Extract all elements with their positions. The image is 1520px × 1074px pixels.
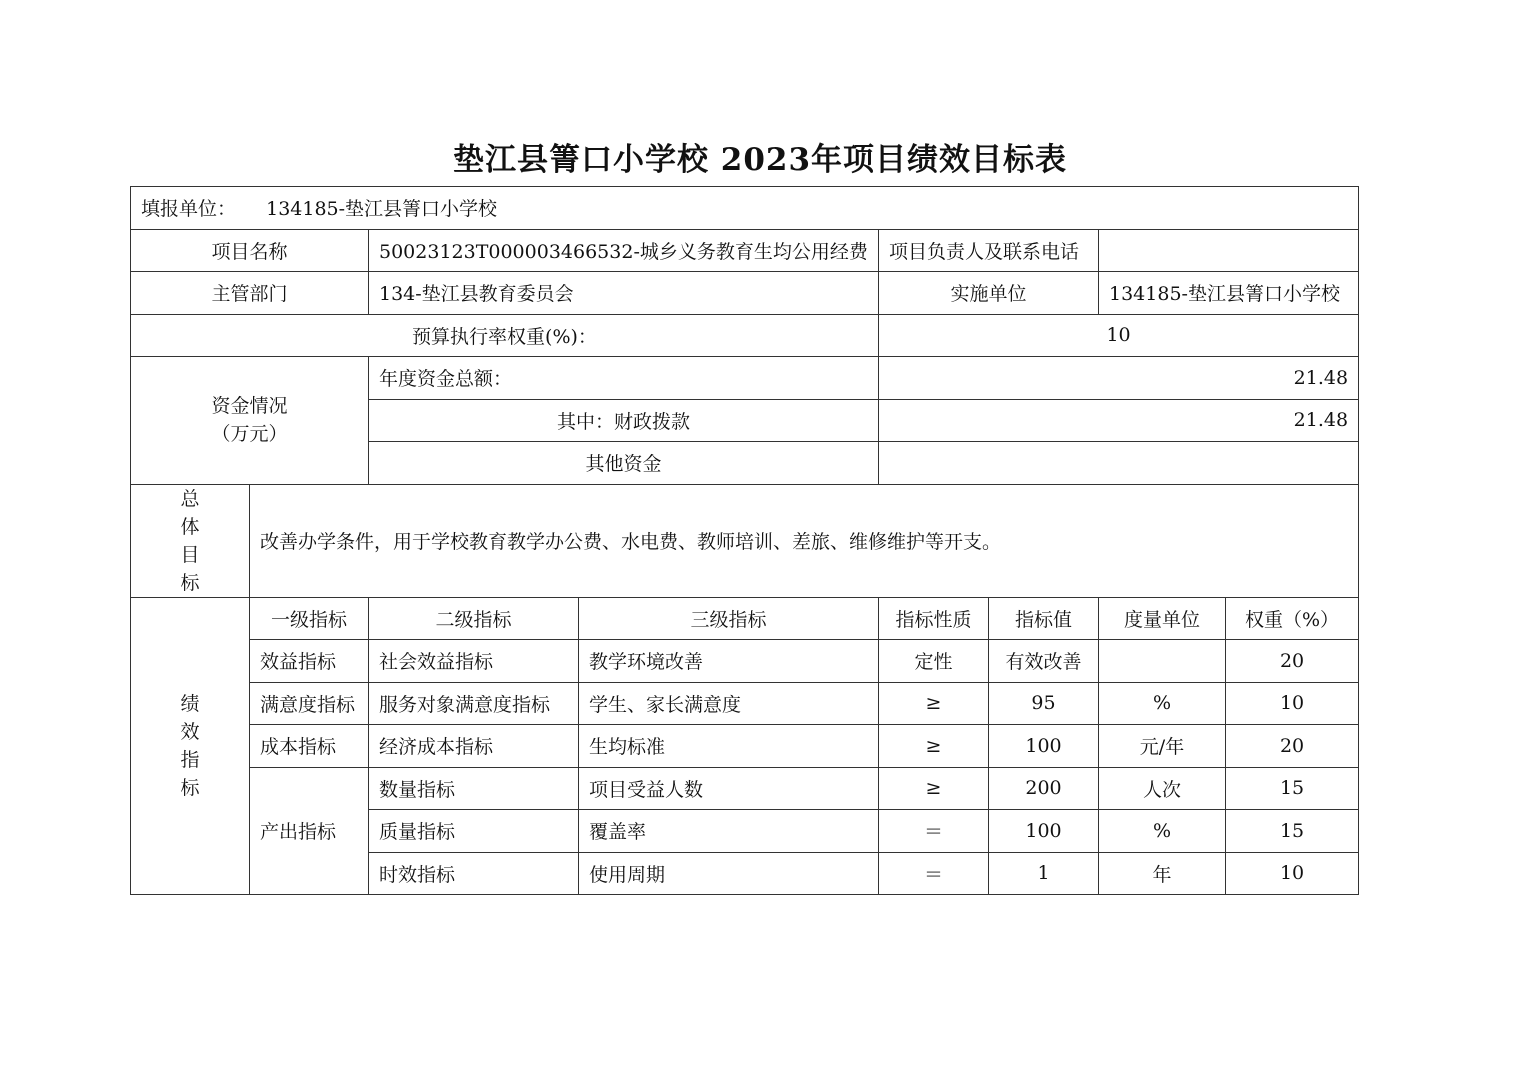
nature-cell: ≥ bbox=[879, 682, 989, 725]
performance-target-table bbox=[130, 186, 1359, 895]
value-cell: 有效改善 bbox=[989, 640, 1099, 683]
level3-cell: 教学环境改善 bbox=[579, 640, 879, 683]
table-row bbox=[131, 640, 1359, 683]
weight-cell: 20 bbox=[1226, 640, 1359, 683]
level2-cell: 质量指标 bbox=[369, 810, 579, 853]
unit-cell: 元/年 bbox=[1099, 725, 1226, 768]
reporting-unit-cell bbox=[131, 187, 1359, 230]
budget-weight-value: 10 bbox=[879, 314, 1359, 357]
weight-cell: 15 bbox=[1226, 810, 1359, 853]
project-name-label: 项目名称 bbox=[131, 229, 369, 272]
overall-goal-text: 改善办学条件，用于学校教育教学办公费、水电费、教师培训、差旅、维修维护等开支。 bbox=[250, 484, 1359, 597]
value-cell: 200 bbox=[989, 767, 1099, 810]
value-cell: 1 bbox=[989, 852, 1099, 895]
annual-total-label: 年度资金总额： bbox=[369, 357, 879, 400]
weight-cell: 10 bbox=[1226, 682, 1359, 725]
reporting-unit-value: 134185-垫江县箐口小学校 bbox=[266, 198, 498, 221]
indicators-label bbox=[131, 597, 250, 895]
annual-total-value: 21.48 bbox=[879, 357, 1359, 400]
level3-cell: 使用周期 bbox=[579, 852, 879, 895]
header-weight: 权重（%） bbox=[1226, 597, 1359, 640]
level2-cell: 经济成本指标 bbox=[369, 725, 579, 768]
unit-cell: % bbox=[1099, 810, 1226, 853]
value-cell: 100 bbox=[989, 810, 1099, 853]
department-row bbox=[131, 272, 1359, 315]
level2-cell: 服务对象满意度指标 bbox=[369, 682, 579, 725]
indicators-char: 效 bbox=[180, 720, 200, 743]
unit-cell bbox=[1099, 640, 1226, 683]
weight-cell: 10 bbox=[1226, 852, 1359, 895]
weight-cell: 15 bbox=[1226, 767, 1359, 810]
funds-label-line2: （万元） bbox=[211, 423, 288, 446]
overall-goal-char: 标 bbox=[180, 571, 200, 594]
supervising-dept-label: 主管部门 bbox=[131, 272, 369, 315]
overall-goal-char: 目 bbox=[180, 543, 200, 566]
project-name-row bbox=[131, 229, 1359, 272]
table-row bbox=[131, 725, 1359, 768]
header-nature: 指标性质 bbox=[879, 597, 989, 640]
project-contact-label: 项目负责人及联系电话 bbox=[879, 229, 1099, 272]
level2-cell: 时效指标 bbox=[369, 852, 579, 895]
budget-weight-row bbox=[131, 314, 1359, 357]
unit-cell: % bbox=[1099, 682, 1226, 725]
funds-label bbox=[131, 357, 369, 485]
level1-cell: 成本指标 bbox=[250, 725, 369, 768]
indicators-char: 绩 bbox=[180, 692, 200, 715]
project-contact-value bbox=[1099, 229, 1359, 272]
table-row bbox=[131, 767, 1359, 810]
level3-cell: 学生、家长满意度 bbox=[579, 682, 879, 725]
header-unit: 度量单位 bbox=[1099, 597, 1226, 640]
unit-cell: 年 bbox=[1099, 852, 1226, 895]
funds-label-line1: 资金情况 bbox=[211, 395, 288, 418]
reporting-unit-label: 填报单位： bbox=[141, 198, 237, 221]
overall-goal-label bbox=[131, 484, 250, 597]
level1-cell: 效益指标 bbox=[250, 640, 369, 683]
fiscal-value: 21.48 bbox=[879, 399, 1359, 442]
reporting-unit-row bbox=[131, 187, 1359, 230]
overall-goal-row bbox=[131, 484, 1359, 597]
level2-cell: 社会效益指标 bbox=[369, 640, 579, 683]
project-name-value: 50023123T000003466532-城乡义务教育生均公用经费 bbox=[369, 229, 879, 272]
nature-cell: 定性 bbox=[879, 640, 989, 683]
other-funds-label: 其他资金 bbox=[369, 442, 879, 485]
funds-total-row bbox=[131, 357, 1359, 400]
value-cell: 95 bbox=[989, 682, 1099, 725]
page-title: 垫江县箐口小学校 2023年项目绩效目标表 bbox=[452, 142, 1068, 178]
level1-cell: 产出指标 bbox=[250, 767, 369, 895]
other-funds-value bbox=[879, 442, 1359, 485]
nature-cell: ≥ bbox=[879, 725, 989, 768]
header-level2: 二级指标 bbox=[369, 597, 579, 640]
nature-cell: ＝ bbox=[879, 852, 989, 895]
level1-cell: 满意度指标 bbox=[250, 682, 369, 725]
nature-cell: ≥ bbox=[879, 767, 989, 810]
table-row bbox=[131, 682, 1359, 725]
overall-goal-char: 总 bbox=[180, 487, 200, 510]
overall-goal-char: 体 bbox=[180, 515, 200, 538]
implementing-unit-value: 134185-垫江县箐口小学校 bbox=[1099, 272, 1359, 315]
unit-cell: 人次 bbox=[1099, 767, 1226, 810]
nature-cell: ＝ bbox=[879, 810, 989, 853]
implementing-unit-label: 实施单位 bbox=[879, 272, 1099, 315]
value-cell: 100 bbox=[989, 725, 1099, 768]
header-level3: 三级指标 bbox=[579, 597, 879, 640]
level3-cell: 覆盖率 bbox=[579, 810, 879, 853]
level3-cell: 生均标准 bbox=[579, 725, 879, 768]
indicators-char: 指 bbox=[180, 748, 200, 771]
level3-cell: 项目受益人数 bbox=[579, 767, 879, 810]
indicator-header-row bbox=[131, 597, 1359, 640]
header-value: 指标值 bbox=[989, 597, 1099, 640]
weight-cell: 20 bbox=[1226, 725, 1359, 768]
indicators-char: 标 bbox=[180, 776, 200, 799]
supervising-dept-value: 134-垫江县教育委员会 bbox=[369, 272, 879, 315]
fiscal-label: 其中：财政拨款 bbox=[369, 399, 879, 442]
level2-cell: 数量指标 bbox=[369, 767, 579, 810]
header-level1: 一级指标 bbox=[250, 597, 369, 640]
budget-weight-label: 预算执行率权重(%)： bbox=[131, 314, 879, 357]
